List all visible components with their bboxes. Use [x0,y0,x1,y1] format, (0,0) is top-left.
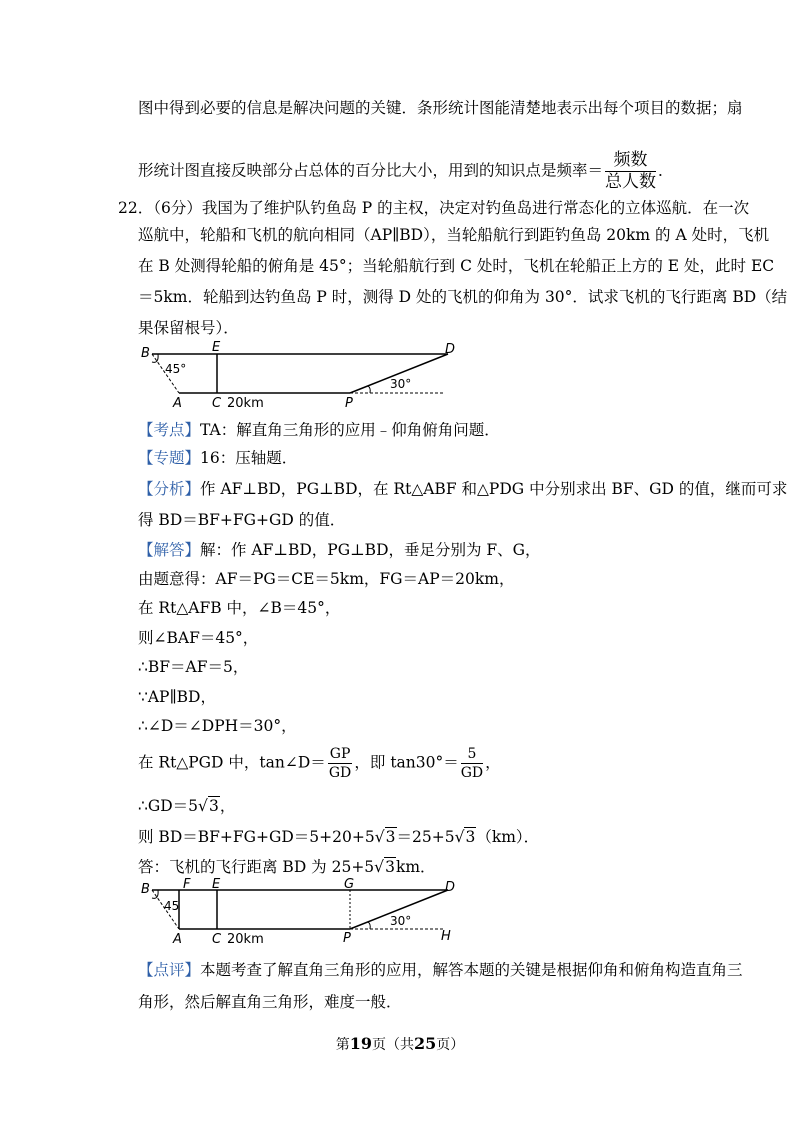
fenxi-line-1 [138,477,787,499]
fraction-5-gd [461,747,483,780]
total-pages: 25 [414,1034,437,1053]
zhuanti-text: 16：压轴题． [200,449,298,467]
angle-label-30: 30° [390,377,412,391]
angle-label-30: 30° [390,914,412,928]
problem-line-1 [118,196,749,218]
footer-mid: 页（共 [372,1037,414,1053]
dianping-tag: 【点评】 [138,961,201,979]
jieda-line-8-c: ， [485,753,501,772]
jieda-line-10-b: ＝25+5 [396,828,455,846]
frequency-fraction [605,152,656,191]
problem-line-4: ＝5km．轮船到达钓鱼岛 P 时，测得 D 处的飞机的仰角为 30°．试求飞机的飞行距离 BD（结 [138,288,788,306]
label-C: C [212,396,222,411]
footer-pre: 第 [335,1037,350,1053]
figure-1-diagram [135,340,465,412]
label-E: E [212,340,221,355]
dianping-line-1 [138,958,743,980]
fraction-denominator: GD [460,765,484,781]
zhuanti-tag: 【专题】 [138,449,201,467]
jieda-line-4: 则∠BAF＝45°， [138,629,259,647]
jieda-line-10-a: 则 BD＝BF+FG+GD＝5+20+5 [138,828,375,846]
label-G: G [344,877,355,892]
label-P: P [345,396,353,411]
jieda-line-10-c: （km）． [476,828,540,846]
jieda-line-6: ∵AP∥BD， [138,688,216,706]
label-A: A [173,932,182,947]
jieda-line-2: 由题意得：AF＝PG＝CE＝5km，FG＝AP＝20km， [138,570,515,588]
problem-text-1: （6分）我国为了维护队钓鱼岛 P 的主权，决定对钓鱼岛进行常态化的立体巡航．在一次 [153,199,750,217]
fraction-numerator: GP [329,746,351,762]
label-C: C [212,932,222,947]
sqrt-expression: √3 [454,828,476,846]
jieda-line-8 [138,747,501,780]
jieda-line-5: ∴BF＝AF＝5， [138,658,249,676]
intro-line-1: 图中得到必要的信息是解决问题的关键．条形统计图能清楚地表示出每个项目的数据；扇 [138,99,743,117]
problem-line-3: 在 B 处测得轮船的俯角是 45°；当轮船航行到 C 处时，飞机在轮船正上方的 E 处，此时 EC [138,257,775,275]
intro-line-2-end: ． [658,161,674,180]
fraction-numerator: 5 [461,747,483,764]
footer-post: 页） [436,1037,465,1053]
label-H: H [441,929,451,944]
angle-arc-30 [368,386,370,393]
fraction-denominator: 总人数 [605,172,657,192]
jieda-line-8-a: 在 Rt△PGD 中，tan∠D＝ [138,753,326,772]
sqrt-expression: √3 [198,797,219,815]
angle-arc-30 [368,922,370,929]
jieda-line-10 [138,825,539,847]
distance-label: 20km [227,396,264,411]
label-D: D [445,342,456,357]
jieda-text-1: 解：作 AF⊥BD，PG⊥BD，垂足分别为 F、G， [200,541,541,559]
jieda-line-9 [138,794,235,816]
page-number: 19 [349,1034,372,1053]
jieda-line-9-b: ， [219,797,236,815]
problem-line-5: 果保留根号）． [138,319,239,337]
jieda-line-8-b: ，即 tan30°＝ [354,753,459,772]
radicand: 3 [208,797,219,815]
fenxi-tag: 【分析】 [138,480,201,498]
sqrt-expression: √3 [374,828,396,846]
distance-label: 20km [227,932,264,947]
figure-2-diagram [135,876,465,948]
problem-line-2: 巡航中，轮船和飞机的航向相同（AP∥BD），当轮船航行到距钓鱼岛 20km 的 A 处时，飞机 [138,226,770,244]
label-E: E [212,877,221,892]
label-P: P [343,931,351,946]
jieda-line-7: ∴∠D＝∠DPH＝30°， [138,717,297,735]
angle-label-45: 45° [165,362,187,376]
label-A: A [173,396,182,411]
answer-b: km． [395,858,436,876]
fraction-numerator: 频数 [605,152,656,172]
problem-number: 22． [118,199,154,217]
intro-line-2-text: 形统计图直接反映部分占总体的百分比大小，用到的知识点是频率＝ [138,161,604,180]
kaodian-text: TA：解直角三角形的应用﹣仰角俯角问题． [200,421,500,439]
label-B: B [141,882,150,897]
label-F: F [183,877,191,892]
page-footer [0,1034,800,1054]
jieda-line-9-a: ∴GD＝5 [138,797,199,815]
answer-line [138,855,436,877]
label-B: B [141,346,150,361]
kaodian-tag: 【考点】 [138,421,201,439]
kaodian-line [138,418,500,440]
fraction-denominator: GD [328,765,352,781]
label-D: D [445,880,456,895]
jieda-tag: 【解答】 [138,541,201,559]
radicand: 3 [465,828,476,846]
radicand: 3 [385,828,396,846]
angle-label-45: 45 [164,899,180,913]
dianping-line-2: 角形，然后解直角三角形，难度一般． [138,993,402,1011]
sqrt-expression: √3 [374,858,395,876]
fenxi-line-2: 得 BD＝BF+FG+GD 的值． [138,511,346,529]
radicand: 3 [385,858,395,876]
fraction-gp-gd [328,747,353,780]
fenxi-text-1: 作 AF⊥BD，PG⊥BD，在 Rt△ABF 和△PDG 中分别求出 BF、GD 的值，继而可求 [200,480,788,498]
zhuanti-line [138,446,297,468]
jieda-line-3: 在 Rt△AFB 中，∠B＝45°， [138,599,341,617]
intro-line-2 [138,152,674,191]
answer-a: 答：飞机的飞行距离 BD 为 25+5 [138,858,375,876]
jieda-line-1 [138,538,541,560]
dianping-text-1: 本题考查了解直角三角形的应用，解答本题的关键是根据仰角和俯角构造直角三 [200,961,743,979]
